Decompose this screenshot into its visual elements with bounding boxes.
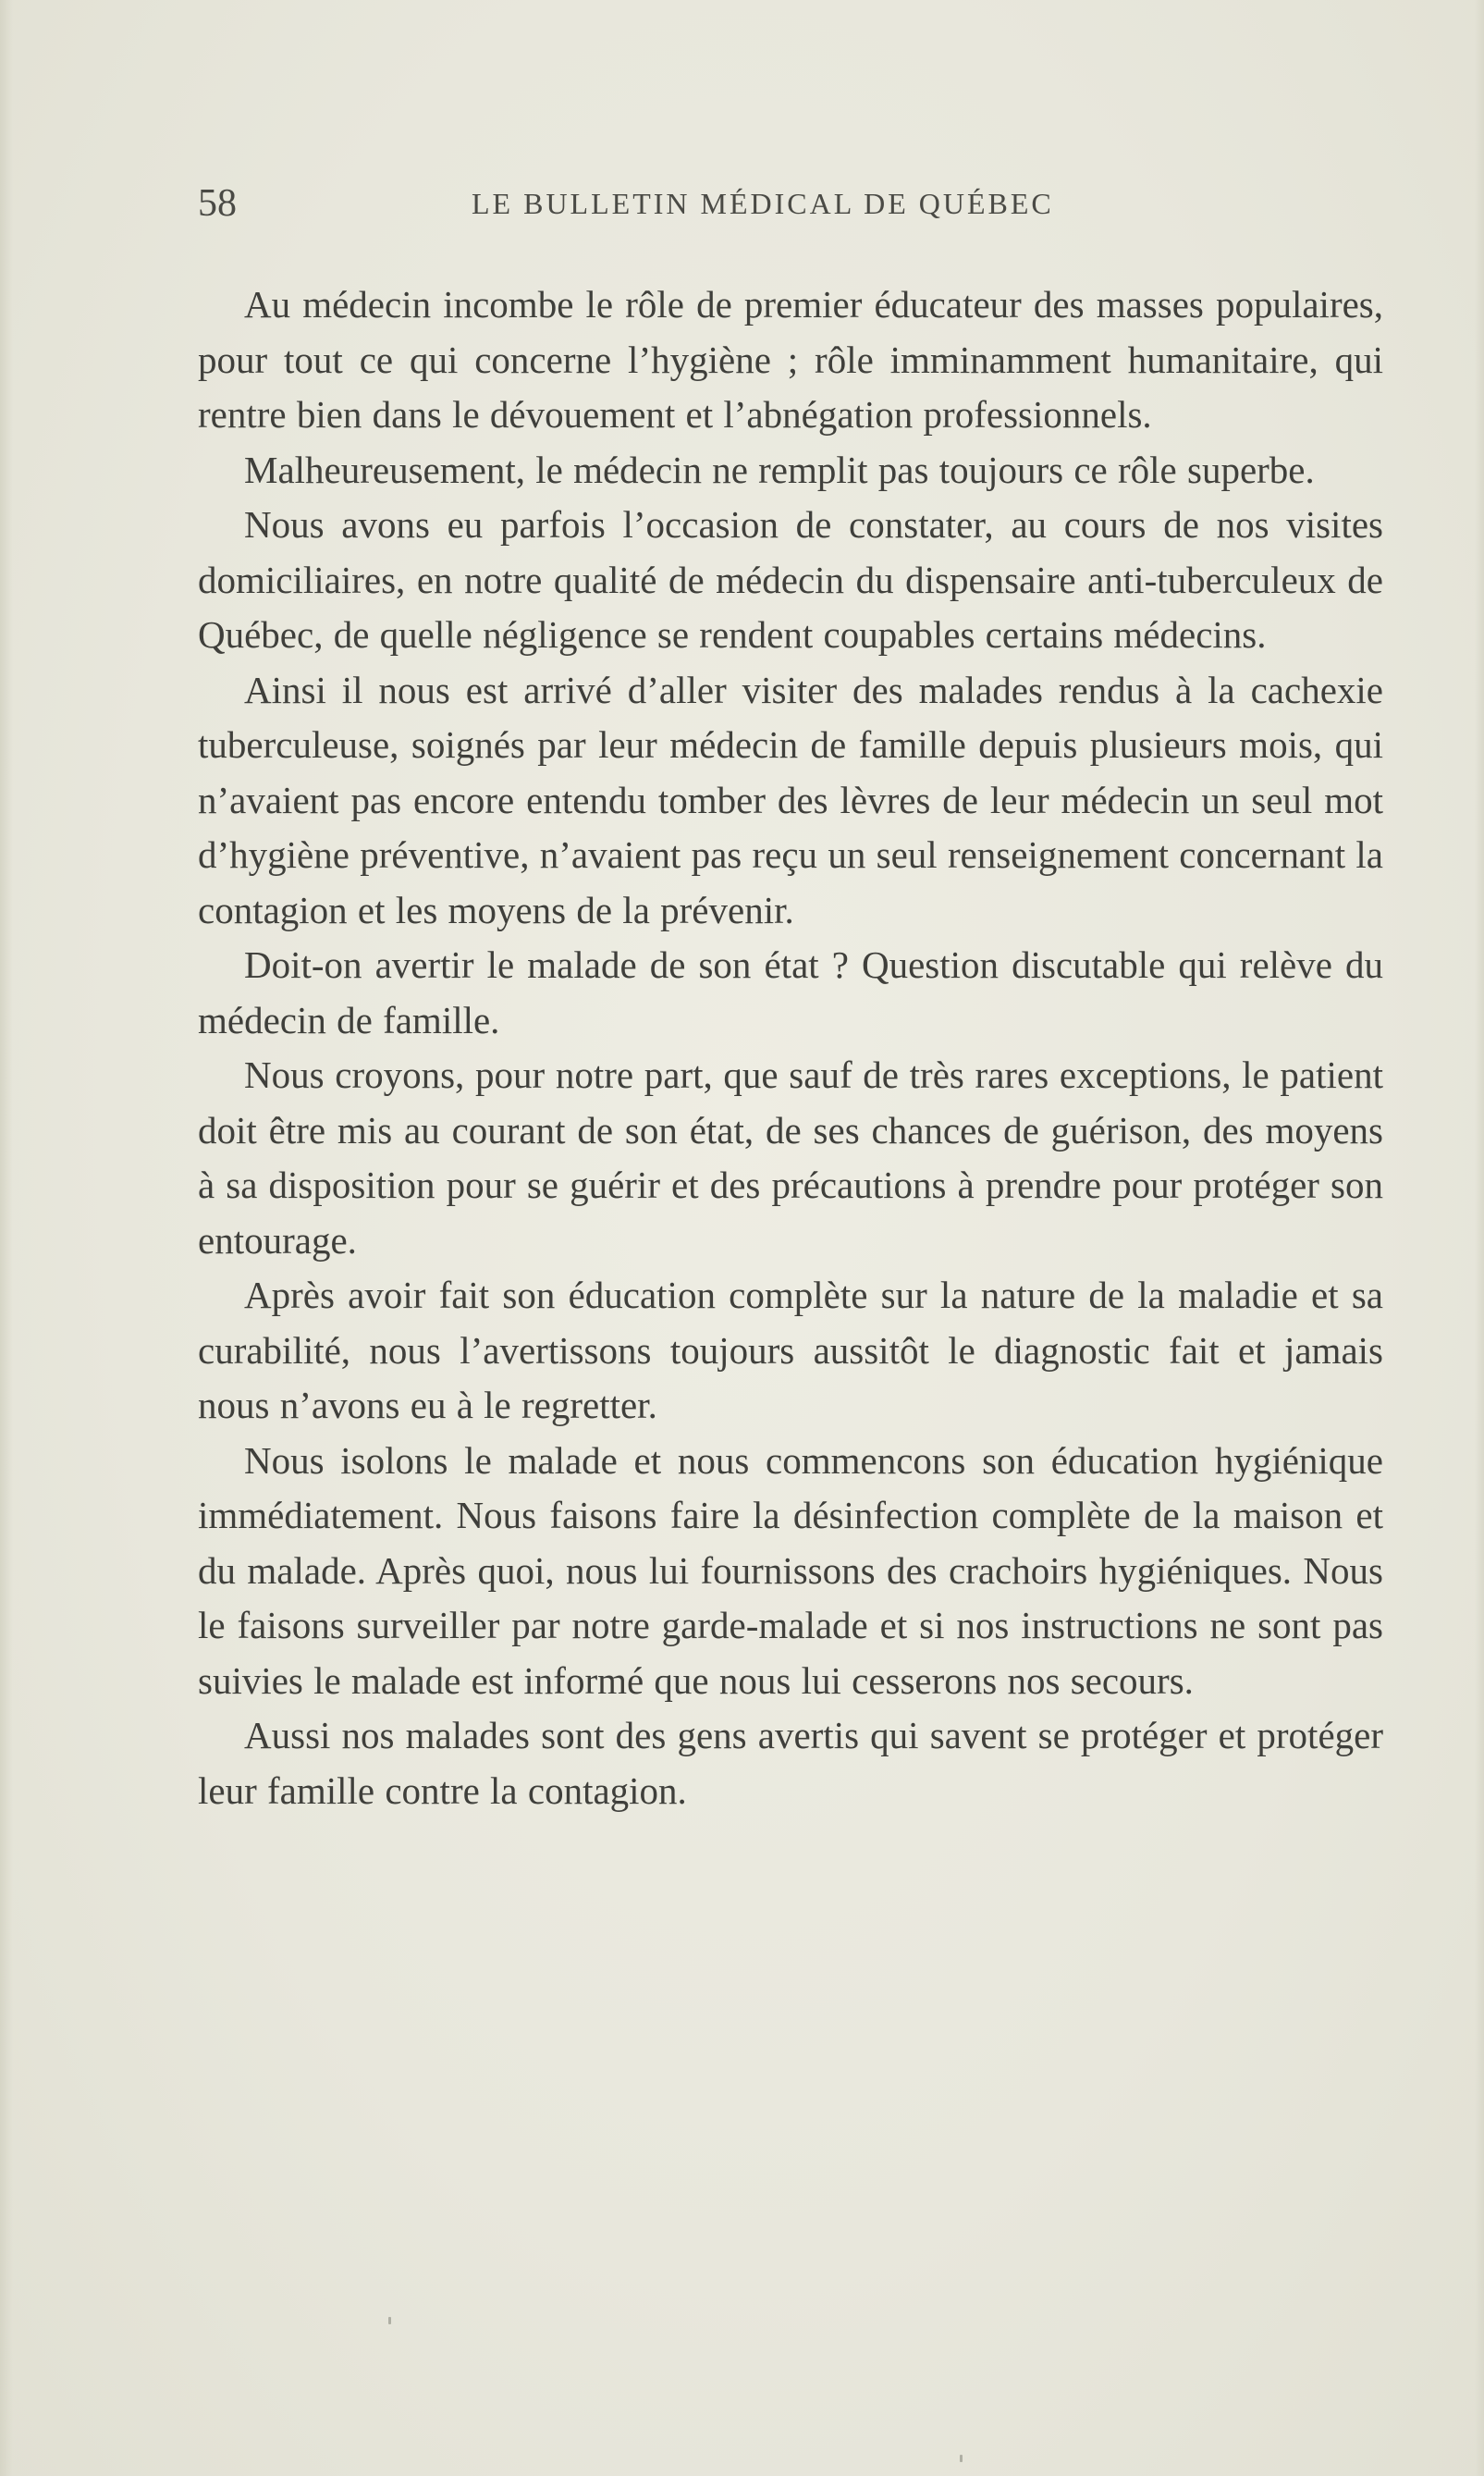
page-edge-shadow-left xyxy=(0,0,13,2476)
article-body xyxy=(198,277,1383,1818)
paragraph: Au médecin incombe le rôle de premier éducateur des masses populaires, pour tout ce qui concerne l’hygiène ; rôle imminamment humanitaire, qui rentre bien dans le dévouement et l’abnégation professionnels. xyxy=(198,283,1383,436)
page-number: 58 xyxy=(198,182,237,225)
paragraph: Ainsi il nous est arrivé d’aller visiter des malades rendus à la cachexie tuberculeuse, soignés par leur médecin de famille depuis plusieurs mois, qui n’avaient pas encore entendu tomber des lèvres de leur médecin un seul mot d’hygiène préventive, n’avaient pas reçu un seul renseignement concernant la contagion et les moyens de la prévenir. xyxy=(198,668,1383,931)
paragraph: Après avoir fait son éducation complète sur la nature de la maladie et sa curabilité, nous l’avertissons toujours aussitôt le diagnostic fait et jamais nous n’avons eu à le regretter. xyxy=(198,1274,1383,1426)
paper-speck xyxy=(960,2455,963,2462)
paragraph: Nous avons eu parfois l’occasion de constater, au cours de nos visites domiciliaires, en notre qualité de médecin du dispensaire anti-tuberculeux de Québec, de quelle négligence se rendent coupables certains médecins. xyxy=(198,503,1383,656)
paragraph: Malheureusement, le médecin ne remplit pas toujours ce rôle superbe. xyxy=(244,448,1315,491)
paragraph: Nous croyons, pour notre part, que sauf de très rares exceptions, le patient doit être mis au courant de son état, de ses chances de guérison, des moyens à sa disposition pour se guérir et des précautions à prendre pour protéger son entourage. xyxy=(198,1053,1383,1262)
journal-title: LE BULLETIN MÉDICAL DE QUÉBEC xyxy=(472,187,1054,220)
paragraph: Doit-on avertir le malade de son état ? Question discutable qui relève du médecin de famille. xyxy=(198,943,1383,1041)
running-header xyxy=(198,181,1383,228)
paragraph: Nous isolons le malade et nous commencons son éducation hygiénique immédiatement. Nous faisons faire la désinfection complète de la maison et du malade. Après quoi, nous lui fournissons des crachoirs hygiéniques. Nous le faisons surveiller par notre garde-malade et si nos instructions ne sont pas suivies le malade est informé que nous lui cesserons nos secours. xyxy=(198,1438,1383,1702)
paper-speck xyxy=(388,2317,391,2324)
paragraph: Aussi nos malades sont des gens avertis qui savent se protéger et protéger leur famille contre la contagion. xyxy=(198,1714,1383,1812)
page-edge-shadow-right xyxy=(1475,0,1484,2476)
